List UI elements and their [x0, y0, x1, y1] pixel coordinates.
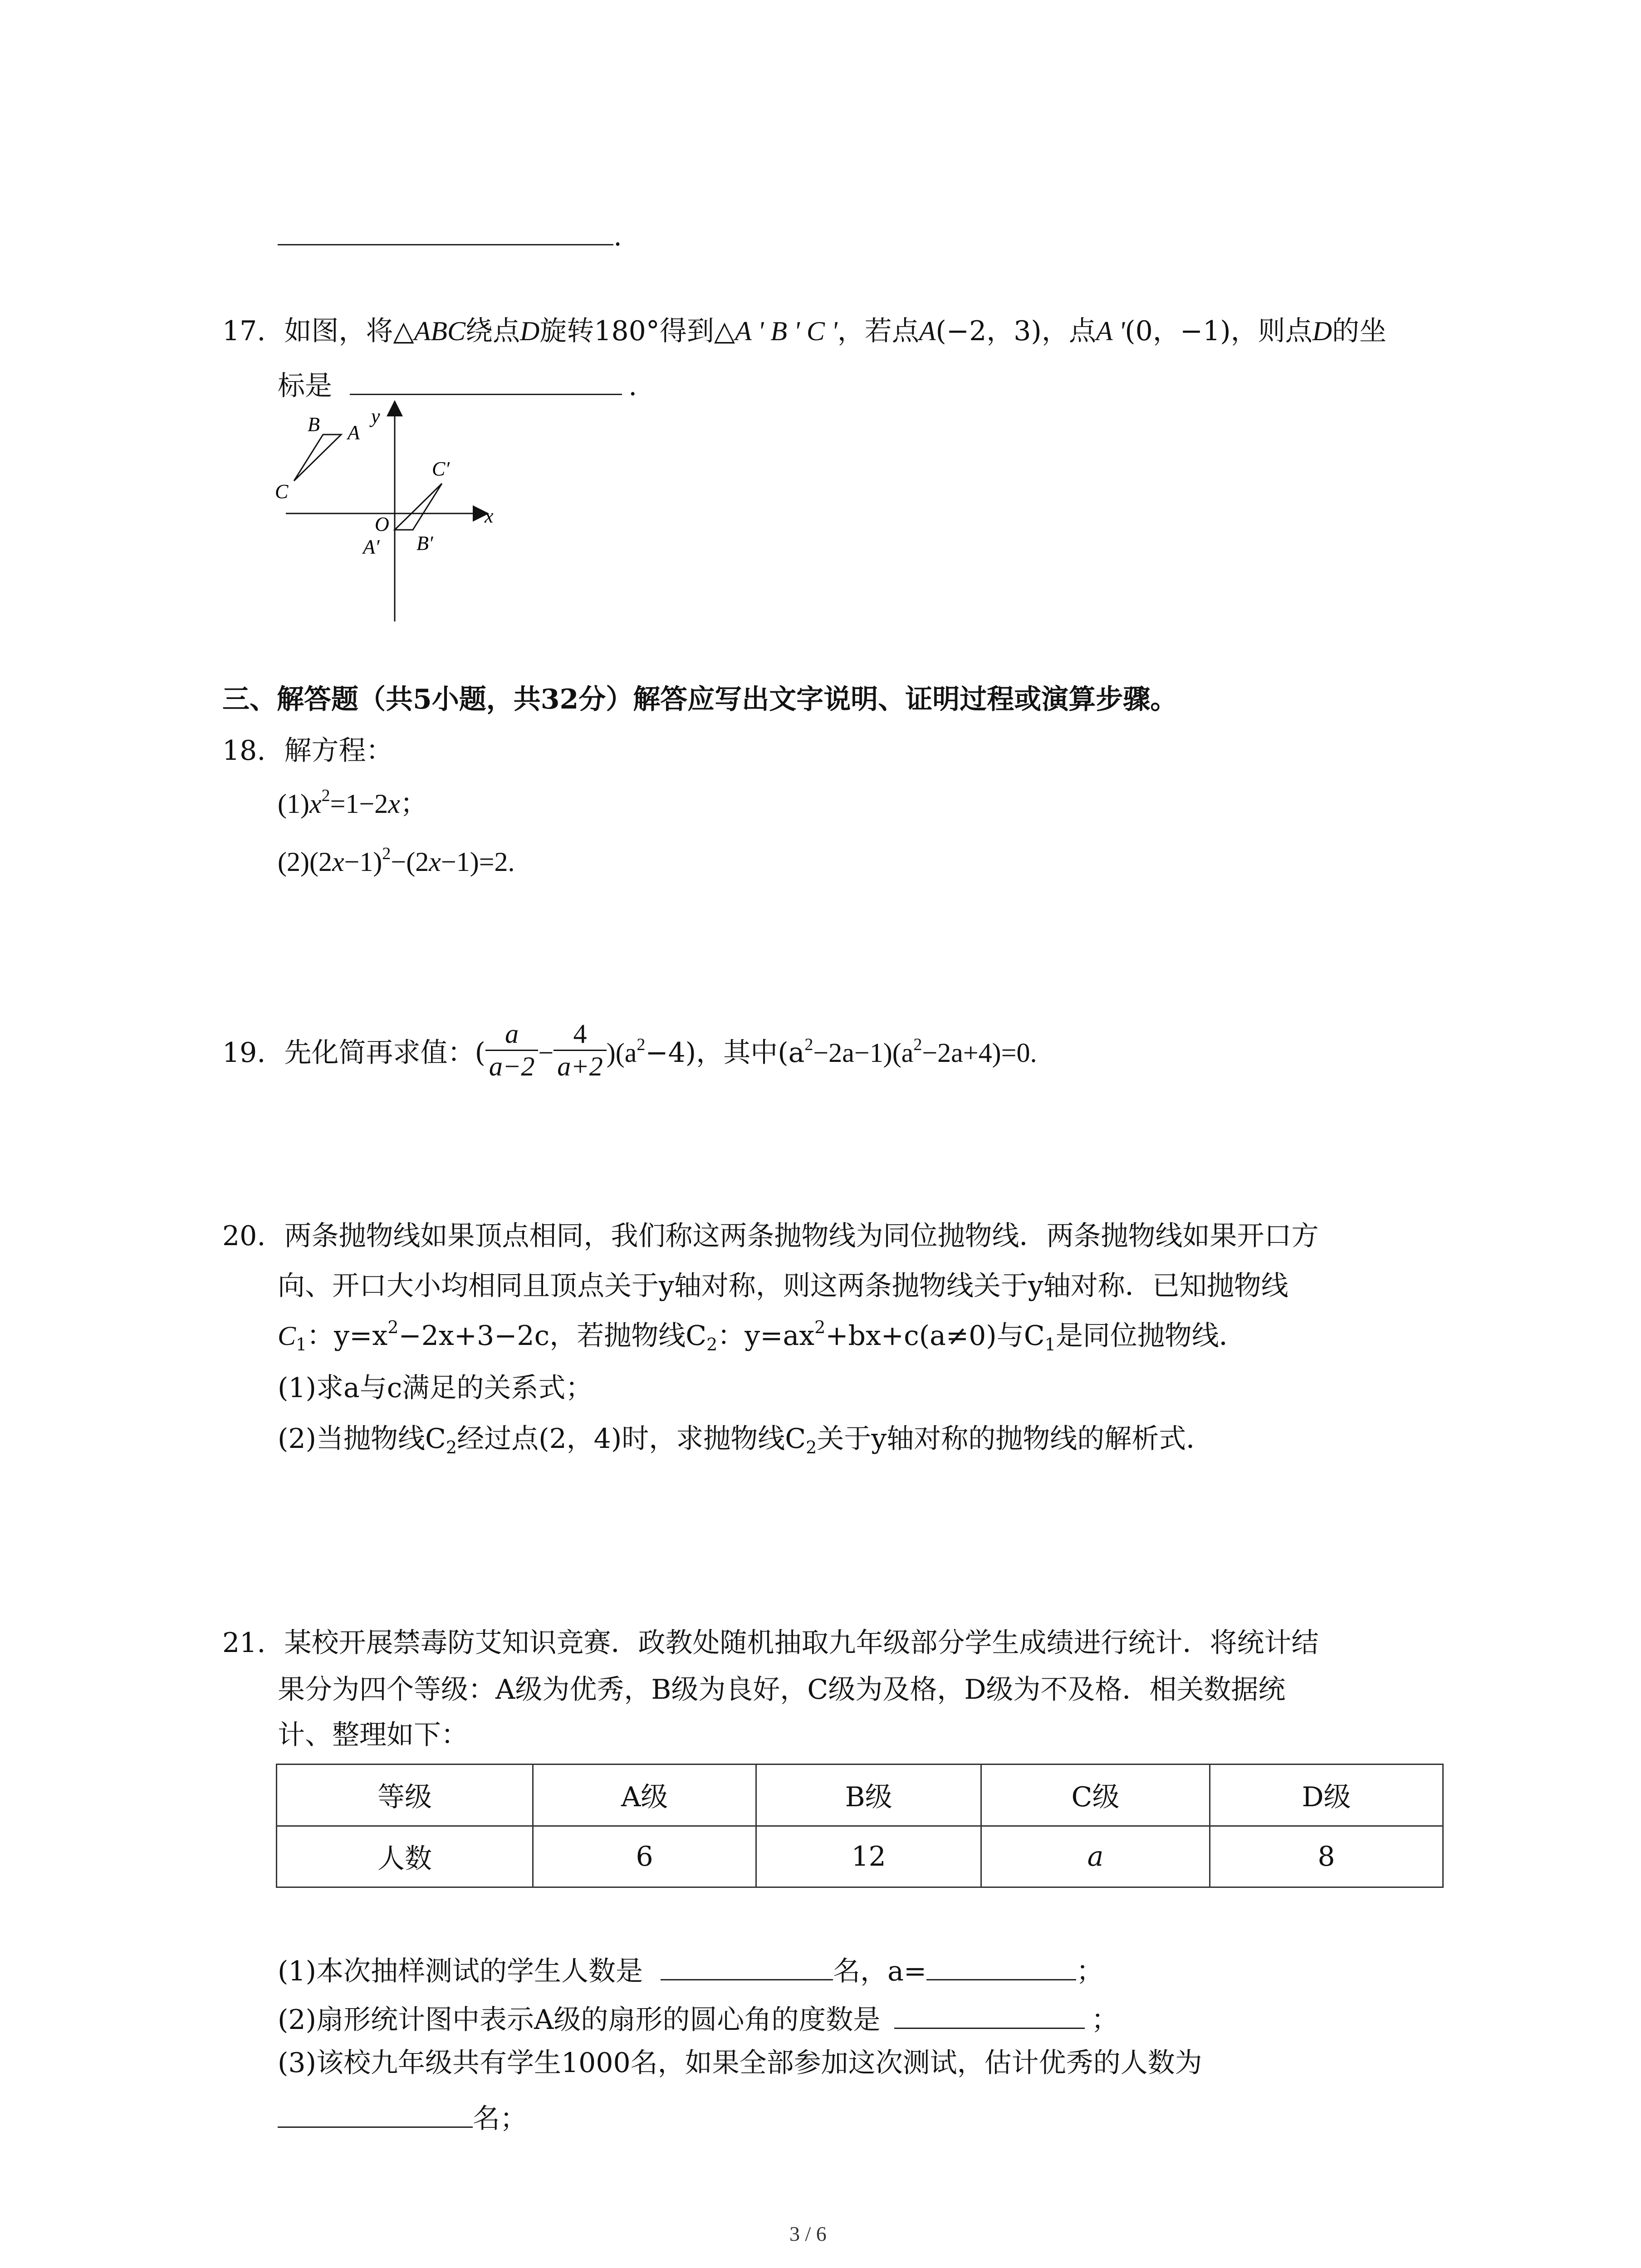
label-a-prime: A′: [363, 536, 380, 558]
q17-point-a: A: [919, 316, 936, 346]
table-cell: 人数: [277, 1826, 533, 1887]
q19-suffix-a: −4)，其中(a: [645, 1037, 805, 1069]
label-c: C: [275, 480, 289, 503]
q20-line2: 向、开口大小均相同且顶点关于y轴对称，则这两条抛物线关于y轴对称．已知抛物线: [278, 1270, 1288, 1302]
q21-sub1-blank2: [926, 1953, 1076, 1980]
q17-number: 17.: [222, 315, 266, 347]
q18-number: 18.: [222, 735, 266, 767]
q20-part2-sub: 2: [446, 1437, 457, 1457]
q21-line2: 果分为四个等级：A级为优秀，B级为良好，C级为及格，D级为不及格．相关数据统: [278, 1674, 1286, 1706]
q19-prefix: 先化简再求值：(: [284, 1037, 485, 1069]
q16-period: .: [613, 220, 622, 252]
q17-line2-period: .: [628, 370, 637, 402]
table-header-cell: B级: [756, 1765, 981, 1826]
q21-line1-text: 某校开展禁毒防艾知识竞赛．政教处随机抽取九年级部分学生成绩进行统计．将统计结: [284, 1627, 1319, 1659]
q17-point-a-prime: A ': [1096, 316, 1125, 346]
triangle-a-prime-b-prime-c-prime: [395, 484, 442, 530]
q19-exp-3: 2: [913, 1035, 922, 1055]
q19-line: [222, 1019, 1037, 1087]
q19-frac2-denominator: a+2: [557, 1051, 603, 1081]
q19-exp-2: 2: [804, 1035, 813, 1055]
q17-line2: [278, 367, 637, 400]
grade-table: [276, 1764, 1444, 1888]
table-cell: a: [981, 1826, 1210, 1887]
q17-point-d: D: [519, 316, 540, 346]
q21-sub3-tail: [278, 2100, 527, 2135]
q20-line1: [222, 1222, 1319, 1250]
q21-sub1-blank1: [661, 1953, 833, 1980]
q18-p2-b: −(2: [391, 847, 429, 877]
label-b: B: [308, 413, 320, 435]
q18-p1-x: x: [309, 789, 322, 819]
section3-heading: 三、解答题（共5小题，共32分）解答应写出文字说明、证明过程或演算步骤。: [222, 684, 1178, 715]
q20-part2-c: 关于y轴对称的抛物线的解析式．: [817, 1423, 1214, 1455]
table-header-cell: D级: [1210, 1765, 1443, 1826]
q18-p1-end: ；: [400, 789, 427, 819]
q21-number: 21.: [222, 1627, 266, 1659]
q20-exp1: 2: [387, 1317, 399, 1337]
q21-sub2-b: ；: [1091, 2004, 1119, 2036]
q20-c1-sub: 1: [296, 1334, 307, 1354]
q18-p1-x2: x: [388, 789, 400, 819]
table-header-cell: C级: [981, 1765, 1210, 1826]
q18-p1-mid: =1−2: [330, 789, 388, 819]
q20-part2-sub2: 2: [806, 1437, 817, 1457]
q18-p2-x: x: [332, 847, 344, 877]
q21-sub3-tail-text: 名；: [473, 2103, 527, 2135]
q17-figure: [268, 399, 522, 635]
q18-p2-exp: 2: [382, 844, 391, 863]
q20-line3-b: ：y=x: [307, 1320, 388, 1352]
q17-text-7: 的坐: [1332, 315, 1387, 347]
q18-title-line: [222, 735, 393, 767]
triangle-abc: [294, 435, 341, 481]
label-b-prime: B′: [416, 532, 433, 554]
q17-text-4: ，若点: [837, 315, 919, 347]
label-a: A: [348, 421, 360, 444]
q21-sub1-a: (1)本次抽样测试的学生人数是: [278, 1955, 643, 1987]
q19-minus: −: [538, 1038, 554, 1068]
q19-mid: )(a: [606, 1038, 637, 1068]
q19-exp-1: 2: [637, 1035, 646, 1055]
table-row: [277, 1765, 1443, 1826]
q19-fraction-2: [554, 1018, 607, 1082]
q20-line3-c: −2x+3−2c，若抛物线C: [398, 1320, 707, 1352]
table-header-cell: 等级: [277, 1765, 533, 1826]
q17-text-5: (−2，3)，点: [936, 315, 1096, 347]
label-o: O: [375, 513, 389, 535]
q18-part2: [278, 844, 515, 877]
q20-part2-a: (2)当抛物线C: [278, 1423, 446, 1455]
q19-suffix-c: −2a+4)=0.: [922, 1038, 1037, 1068]
q17-triangle-abc: ABC: [414, 316, 465, 346]
q20-part2-b: 经过点(2，4)时，求抛物线C: [457, 1423, 806, 1455]
q19-frac1-numerator: a: [485, 1018, 539, 1051]
table-cell: 8: [1210, 1826, 1443, 1887]
q18-p2-x2: x: [429, 847, 441, 877]
q20-line3-f: 是同位抛物线．: [1055, 1320, 1246, 1352]
label-x: x: [485, 505, 494, 527]
q21-sub1-b: 名，a=: [833, 1955, 927, 1987]
q21-sub1-c: ；: [1076, 1955, 1104, 1987]
q18-p1-exp: 2: [321, 786, 330, 805]
page-number: 3 / 6: [789, 2222, 827, 2245]
q17-line1: [222, 315, 1387, 347]
q21-line3: 计、整理如下：: [278, 1719, 468, 1751]
label-y: y: [371, 405, 380, 427]
table-row: [277, 1826, 1443, 1887]
q21-sub2: [278, 2001, 1119, 2036]
table-cell: 12: [756, 1826, 981, 1887]
q21-line1: [222, 1629, 1319, 1657]
q17-text-1: 如图，将△: [284, 315, 414, 347]
q20-c1: C: [278, 1321, 296, 1351]
q20-line3: [278, 1317, 1246, 1354]
q21-sub1: [278, 1953, 1103, 1985]
q18-p2-a: −1): [344, 847, 382, 877]
q20-c2-sub: 2: [706, 1334, 718, 1354]
q20-part2: [278, 1423, 1214, 1457]
q16-answer-line: [278, 218, 622, 250]
q17-text-3: 旋转180°得到△: [539, 315, 735, 347]
q18-p1-label: (1): [278, 789, 309, 819]
q19-fraction-1: [485, 1018, 539, 1082]
q18-part1: [278, 786, 427, 819]
q17-triangle-prime: A ' B ' C ': [735, 316, 838, 346]
q17-answer-blank: [350, 367, 622, 395]
q20-exp2: 2: [814, 1317, 826, 1337]
q17-line2-prefix: 标是: [278, 370, 332, 402]
q21-sub3: (3)该校九年级共有学生1000名，如果全部参加这次测试，估计优秀的人数为: [278, 2047, 1202, 2079]
q20-c1-sub-2: 1: [1044, 1334, 1056, 1354]
q20-line1-text: 两条抛物线如果顶点相同，我们称这两条抛物线为同位抛物线．两条抛物线如果开口方: [284, 1220, 1319, 1252]
q20-line3-d: ：y=ax: [717, 1320, 815, 1352]
q17-text-2: 绕点: [465, 315, 520, 347]
q20-line3-e: +bx+c(a≠0)与C: [825, 1320, 1045, 1352]
q18-p2-label: (2)(2: [278, 847, 332, 877]
table-cell: 6: [533, 1826, 756, 1887]
table-header-cell: A级: [533, 1765, 756, 1826]
q19-suffix-b: −2a−1)(a: [813, 1038, 914, 1068]
q21-sub2-blank: [894, 2001, 1085, 2029]
q21-sub3-blank: [278, 2100, 473, 2128]
q18-p2-c: −1)=2.: [441, 847, 515, 877]
q17-text-6: (0，−1)，则点: [1125, 315, 1313, 347]
q17-point-d-2: D: [1312, 316, 1332, 346]
q18-title: 解方程：: [284, 735, 393, 767]
q19-frac1-denominator: a−2: [489, 1051, 535, 1081]
q20-number: 20.: [222, 1220, 266, 1252]
q19-frac2-numerator: 4: [554, 1018, 607, 1051]
q20-part1: (1)求a与c满足的关系式；: [278, 1372, 593, 1404]
label-c-prime: C′: [432, 458, 450, 480]
q21-sub2-a: (2)扇形统计图中表示A级的扇形的圆心角的度数是: [278, 2004, 881, 2036]
q19-number: 19.: [222, 1037, 266, 1069]
